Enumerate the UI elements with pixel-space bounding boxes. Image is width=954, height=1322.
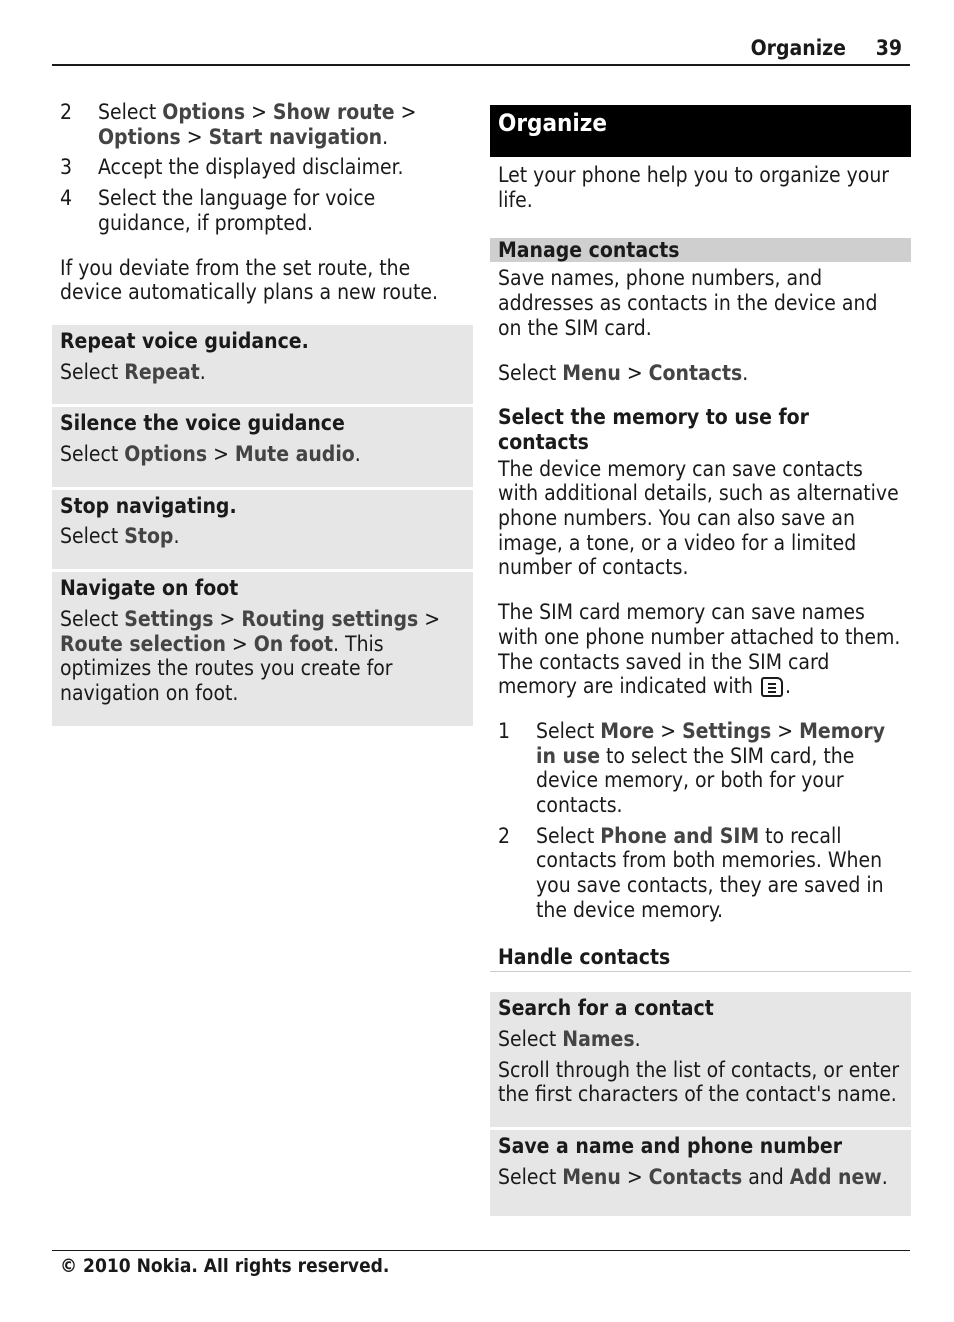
menu-option: Options	[98, 124, 181, 149]
text: to recall contacts from both memories. When you save contacts, they are saved in the device memory.	[536, 823, 884, 922]
punct: .	[881, 1164, 888, 1189]
arrow-sep: >	[245, 100, 273, 124]
handle-heading: Handle contacts	[490, 945, 911, 973]
punct: .	[784, 674, 791, 699]
arrow-sep: >	[620, 1164, 649, 1189]
step-number: 1	[498, 718, 511, 743]
menu-option: Phone and SIM	[600, 823, 760, 848]
tip-text	[498, 1165, 903, 1196]
arrow-sep: >	[180, 124, 209, 149]
text: Select	[536, 823, 601, 848]
menu-option: Add new	[789, 1164, 882, 1189]
menu-option: Options	[162, 100, 246, 124]
punct: .	[199, 359, 206, 384]
arrow-sep: >	[394, 100, 417, 124]
arrow-sep: >	[213, 606, 242, 631]
tip-box-search	[490, 992, 911, 1127]
text: . This optimizes the routes you create for navigation on foot.	[60, 631, 393, 705]
right-column	[490, 105, 911, 1219]
tip-title: Repeat voice guidance.	[60, 328, 309, 353]
text: Select	[60, 359, 125, 384]
tip-text	[60, 607, 465, 712]
text: Select	[536, 718, 601, 743]
menu-option: Settings	[124, 606, 214, 631]
tip-title: Save a name and phone number	[498, 1134, 843, 1159]
tip-text	[498, 1027, 903, 1058]
text: Select	[60, 524, 125, 549]
arrow-sep: >	[418, 606, 441, 631]
tip-box-silence	[52, 407, 473, 486]
arrow-sep: >	[654, 718, 683, 743]
chapter-title: Organize	[490, 105, 911, 157]
menu-option: More	[600, 718, 655, 743]
left-column	[52, 100, 473, 729]
step-text: Select	[98, 100, 163, 124]
text: Select	[498, 360, 563, 385]
sim-contact-icon	[761, 677, 783, 697]
menu-option: Contacts	[648, 360, 743, 385]
step-number: 3	[60, 155, 73, 180]
punct: .	[634, 1026, 641, 1051]
text: Select	[60, 606, 125, 631]
menu-option: Menu	[562, 1164, 621, 1189]
copyright-text: © 2010 Nokia. All rights reserved.	[60, 1255, 390, 1277]
tip-box-save	[490, 1130, 911, 1215]
menu-option: Repeat	[124, 359, 200, 384]
menu-option: Options	[124, 442, 208, 467]
tip-box-foot	[52, 572, 473, 726]
menu-option: Settings	[682, 718, 772, 743]
step-number: 2	[498, 823, 511, 848]
text: Select	[60, 442, 125, 467]
punct: .	[354, 442, 361, 467]
memory-step-1	[490, 719, 911, 818]
text: Select	[498, 1164, 563, 1189]
tip-box-stop	[52, 490, 473, 569]
menu-option: On foot	[253, 631, 334, 656]
step-4	[52, 186, 473, 235]
menu-option: Mute audio	[234, 442, 355, 467]
page-number: 39	[875, 36, 902, 60]
text: to select the SIM card, the device memory, or both for your contacts.	[536, 743, 855, 818]
memory-paragraph-2	[490, 600, 911, 699]
manage-paragraph: Save names, phone numbers, and addresses as contacts in the device and on the SIM card.	[498, 266, 878, 340]
page-footer	[52, 1250, 910, 1277]
tip-title: Search for a contact	[498, 996, 714, 1021]
tip-title: Navigate on foot	[60, 576, 239, 601]
step-number: 2	[60, 100, 73, 124]
memory-paragraph-1: The device memory can save contacts with additional details, such as alternative phone numbers. You can also save an image, a tone, or a video for a limited number of contacts.	[498, 456, 899, 580]
text: and	[742, 1164, 790, 1189]
tip-text	[60, 524, 465, 555]
arrow-sep: >	[620, 360, 649, 385]
step-text: Accept the displayed disclaimer.	[98, 155, 404, 180]
menu-option: Start navigation	[208, 124, 383, 149]
text: Select	[498, 1026, 563, 1051]
tip-text	[60, 442, 465, 473]
menu-option: Routing settings	[241, 606, 419, 631]
memory-step-2	[490, 824, 911, 923]
arrow-sep: >	[771, 718, 800, 743]
text: The SIM card memory can save names with one phone number attached to them. The contacts saved in the SIM card memory are indicated with	[498, 600, 901, 699]
step-3	[52, 155, 473, 180]
menu-option: Contacts	[648, 1164, 743, 1189]
menu-option: Stop	[124, 524, 174, 549]
menu-option: Route selection	[60, 631, 226, 656]
menu-option: Names	[562, 1026, 635, 1051]
menu-option: Menu	[562, 360, 621, 385]
memory-heading: Select the memory to use for contacts	[498, 405, 809, 454]
step-text: Select the language for voice guidance, if prompted.	[98, 186, 376, 235]
menu-option: Memory in use	[536, 718, 886, 768]
punct: .	[742, 360, 749, 385]
tip-box-repeat	[52, 325, 473, 404]
deviation-paragraph: If you deviate from the set route, the device automatically plans a new route.	[60, 255, 438, 305]
step-2	[52, 100, 473, 149]
punct: .	[382, 124, 389, 149]
punct: .	[173, 524, 180, 549]
arrow-sep: >	[225, 631, 254, 656]
intro-paragraph: Let your phone help you to organize your life.	[498, 163, 890, 212]
tip-text	[60, 360, 465, 391]
tip-title: Silence the voice guidance	[60, 411, 345, 436]
page-header	[52, 36, 910, 66]
section-heading: Manage contacts	[490, 238, 911, 262]
menu-option: Show route	[272, 100, 395, 124]
select-contacts-paragraph	[490, 361, 911, 386]
section-title: Organize	[750, 36, 846, 60]
tip-title: Stop navigating.	[60, 493, 237, 518]
step-number: 4	[60, 186, 73, 211]
arrow-sep: >	[207, 442, 235, 467]
tip-text-2: Scroll through the list of contacts, or enter the first characters of the contact's name.	[498, 1057, 900, 1107]
